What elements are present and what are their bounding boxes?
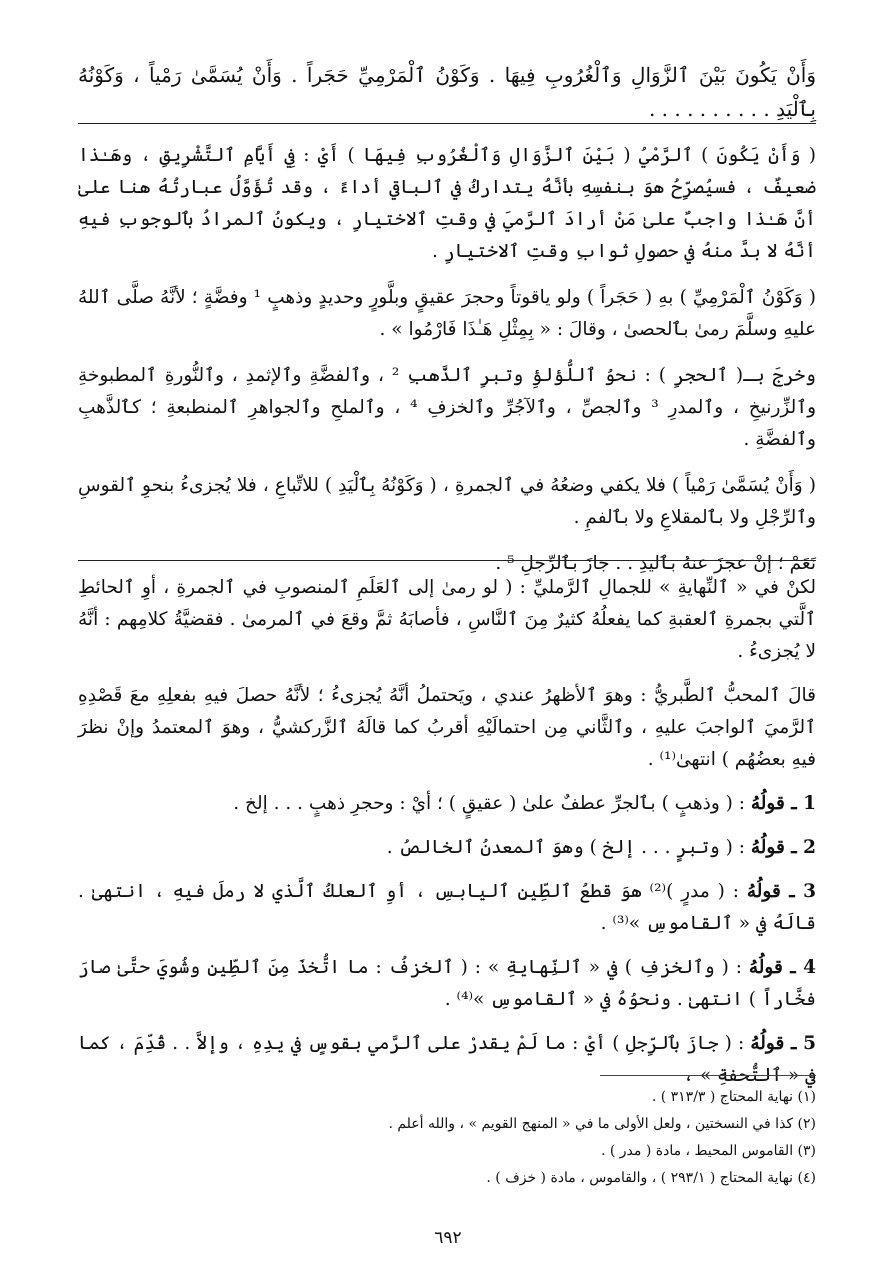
footnotes-list bbox=[78, 1084, 816, 1192]
hashiya-note bbox=[78, 788, 816, 820]
note-text: : ( وٱلخزفِ ) في « ٱلنِّهايةِ » : ( ٱلخزفُ : ما اتُّخذَ مِنَ ٱلطِّينِ وشُويَ حتَّىٰ صارَ فخَّاراً ) انتهىٰ . ونحوُهُ في « ٱلقاموسِ »⁽⁴⁾ . bbox=[78, 957, 816, 1010]
note-text: : ( وتبرٍ . . . إلخ ) وهوَ ٱلمعدنُ ٱلخالصُ . bbox=[386, 837, 751, 858]
sharh-paragraph: نَعَمْ ؛ إنْ عجزَ عنهُ بٱليدِ . . جازَ بٱلرِّجلِ ⁵ . bbox=[495, 553, 816, 574]
hashiya-note bbox=[78, 832, 816, 864]
footnote-divider bbox=[600, 1075, 816, 1076]
note-lead: 1 ـ قولُهُ bbox=[750, 793, 816, 814]
sharh-paragraph: ( وَكَوْنُ ٱلْمَرْمِيِّ ) بهِ ( حَجَراً ) ولو ياقوتاً وحجرَ عقيقٍ وبلَّورٍ وحديدٍ وذهبٍ ¹ وفضَّةٍ ؛ لأنَّهُ صلَّى ٱللهُ عليهِ وسلَّمَ رمىٰ بٱلحصىٰ ، وقالَ : « بِمِثْلِ هَـٰذَا فَارْمُوا » . bbox=[78, 287, 816, 340]
sharh-paragraph: وخرجَ بـ( ٱلحجرِ ) : نحوُ ٱللُّؤلؤِ وتبرِ ٱلذَّهبِ ² ، وٱلفضَّةِ وٱلإثمدِ ، وٱلنُّورةِ ٱلمطبوخةِ وٱلزِّرنيخِ ، وٱلمدرِ ³ وٱلجصِّ ، وٱلآجُرِّ وٱلخزفِ ⁴ ، وٱلملحِ وٱلجواهرِ ٱلمنطبعةِ ؛ كٱلذَّهبِ وٱلفضَّةِ . bbox=[78, 365, 816, 450]
hashiya-note bbox=[78, 952, 816, 1016]
sharh-paragraph: ( وَأَنْ يَكُونَ ) ٱلرَّمْيُ ( بَيْنَ ٱلزَّوَالِ وَٱلْغُرُوبِ فِيهَا ) أَيْ : فِي أَيَّامِ ٱلتَّشْرِيقِ ، وهَـٰذا ضعيفٌ ، فسيُصرِّحُ هوَ بنفسِهِ بأنَّهُ يتداركُ في ٱلباقي أداءً ، وقد تُؤَوَّلُ عبارتُهُ هنا علىٰ أنَّ هَـٰذا واجبٌ علىٰ مَنْ أرادَ ٱلرَّميَ في وقتِ ٱلاختيارِ ، ويكونُ ٱلمرادُ بٱلوجوبِ فيهِ أنَّهُ لا بدَّ منهُ في حصولِ ثوابِ وقتِ ٱلاختيارِ . bbox=[78, 145, 816, 262]
matn-divider bbox=[78, 123, 816, 124]
note-lead: 5 ـ قولُهُ bbox=[750, 1033, 816, 1054]
note-text: : ( مدرٍ )⁽²⁾ هوَ قطعُ ٱلطِّينِ ٱليابسِ ، أوِ ٱلعلكُ ٱلَّذي لا رملَ فيهِ ، انتهىٰ . قالَهُ في « ٱلقاموسِ »⁽³⁾ . bbox=[78, 881, 816, 934]
note-text: : ( وذهبٍ ) بٱلجرِّ عطفٌ علىٰ ( عقيقٍ ) ؛ أيْ : وحجرِ ذهبٍ . . . إلخ . bbox=[233, 793, 751, 814]
note-lead: 4 ـ قولُهُ bbox=[748, 957, 816, 978]
hashiya-section bbox=[78, 572, 816, 1104]
hashiya-paragraph: قالَ ٱلمحبُّ ٱلطَّبريُّ : وهوَ ٱلأظهرُ عندي ، ويَحتملُ أنَّهُ يُجزىءُ ؛ لأنَّهُ حصلَ فيهِ بفعلِهِ معَ قَصْدِهِ ٱلرَّميَ ٱلواجبَ عليهِ ، وٱلثَّاني مِن احتمالَيْهِ أقربُ كما قالَهُ ٱلزَّركشيُّ ، وهوَ ٱلمعتمدُ وإنْ نظرَ فيهِ بعضُهُم ) انتهىٰ⁽¹⁾ . bbox=[78, 685, 816, 770]
note-lead: 2 ـ قولُهُ bbox=[750, 837, 816, 858]
note-lead: 3 ـ قولُهُ bbox=[746, 881, 816, 902]
sharh-section bbox=[78, 140, 816, 594]
page-number: ٦٩٢ bbox=[434, 1228, 462, 1248]
sharh-divider bbox=[78, 560, 816, 561]
footnote-item: (٤) نهاية المحتاج ( ٢٩٣/١ ) ، والقاموس ، مادة ( خزف ) . bbox=[486, 1170, 816, 1186]
matn-text: وَأَنْ يَكُونَ بَيْنَ ٱلزَّوَالِ وَٱلْغُرُوبِ فِيهَا . وَكَوْنُ ٱلْمَرْمِيِّ حَجَراً . وَأَنْ يُسَمَّىٰ رَمْياً ، وَكَوْنُهُ بِٱلْيَدِ . . . . . . . . . . bbox=[78, 63, 816, 121]
hashiya-note bbox=[78, 1028, 816, 1092]
sharh-paragraph: ( وَأَنْ يُسَمَّىٰ رَمْياً ) فلا يكفي وضعُهُ في ٱلجمرةِ ، ( وَكَوْنُهُ بِٱلْيَدِ ) للاتِّباعِ ، فلا يُجزىءُ بنحوِ ٱلقوسِ وٱلرِّجْلِ ولا بٱلمقلاعِ ولا بٱلفمِ . bbox=[78, 475, 816, 528]
footnote-item: (١) نهاية المحتاج ( ٣١٣/٣ ) . bbox=[651, 1089, 816, 1105]
footnote-item: (٢) كذا في النسختين ، ولعل الأولى ما في « المنهج القويم » ، والله أعلم . bbox=[388, 1116, 816, 1132]
hashiya-note bbox=[78, 876, 816, 940]
footnote-item: (٣) القاموس المحيط ، مادة ( مدر ) . bbox=[600, 1143, 816, 1159]
hashiya-paragraph: لكنْ في « ٱلنِّهايةِ » للجمالِ ٱلرَّمليِّ : ( لو رمىٰ إلى ٱلعَلَمِ ٱلمنصوبِ في ٱلجمرةِ ، أوِ ٱلحائطِ ٱلَّتي بجمرةِ ٱلعقبةِ كما يفعلُهُ كثيرٌ مِنَ ٱلنَّاسِ ، فأصابَهُ ثمَّ وقعَ في ٱلمرمىٰ . فقضيَّةُ كلامِهم : أنَّهُ لا يُجزىءُ . bbox=[78, 577, 816, 662]
note-text: : ( جازَ بٱلرِّجلِ ) أيْ : ما لَمْ يقدرْ على ٱلرَّمي بقوسٍ في يدِهِ ، وإلاَّ . . قُدِّمَ ، كما في « ٱلتُّحفةِ » ، bbox=[78, 1033, 816, 1086]
